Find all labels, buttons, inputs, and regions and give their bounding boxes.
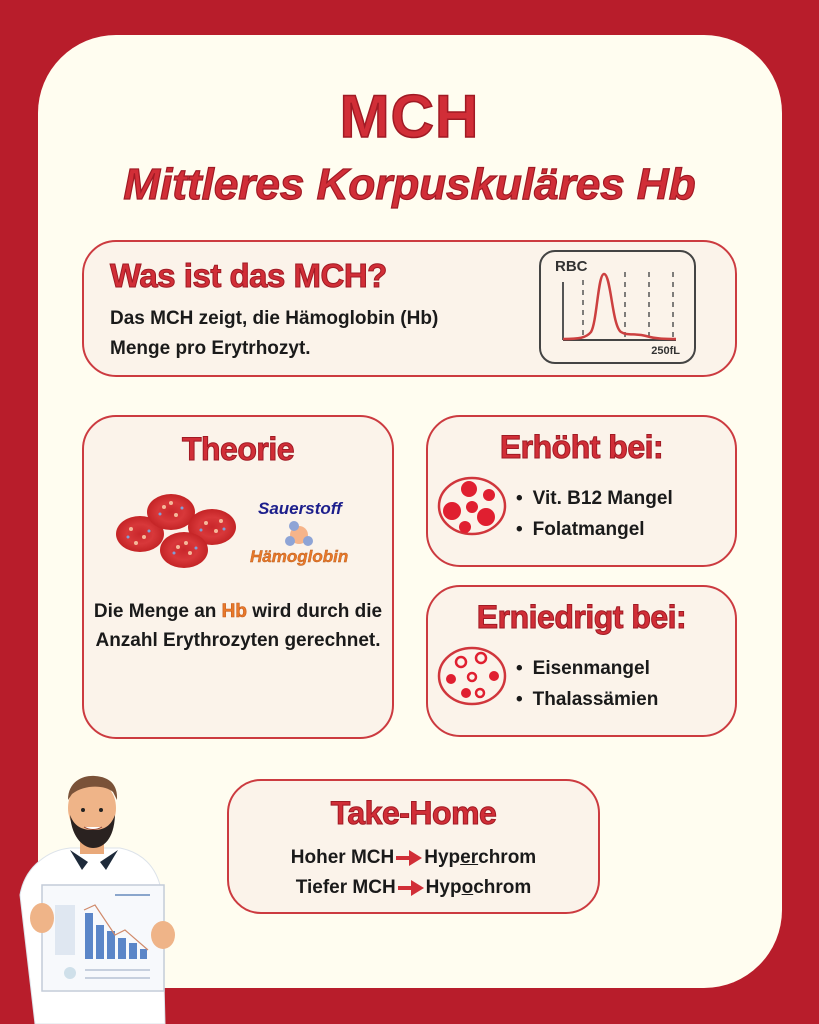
take-home-heading: Take-Home [330, 795, 497, 831]
hb-highlight: Hb [221, 601, 247, 622]
rbc-unit: 250fL [651, 345, 680, 357]
hemoglobin-label: Hämoglobin [250, 547, 349, 566]
theory-card [82, 415, 394, 739]
small-hollow-cells-icon [436, 645, 508, 707]
large-filled-cells-icon [436, 475, 508, 537]
what-is-heading: Was ist das MCH? [110, 257, 387, 294]
rbc-label: RBC [555, 258, 588, 275]
what-is-line-2: Menge pro Erytrhozyt. [110, 338, 311, 359]
molecule-icon [284, 520, 314, 548]
decreased-heading: Erniedrigt bei: [476, 599, 687, 635]
page-subtitle: Mittleres Korpuskuläres Hb [123, 160, 696, 209]
increased-list [516, 483, 673, 545]
decreased-card [426, 585, 737, 737]
what-is-text [110, 304, 530, 364]
list-item: • Vit. B12 Mangel [516, 483, 673, 514]
take-home-line-2: Tiefer MCH Hypochrom [295, 877, 532, 898]
list-item: • Eisenmangel [516, 653, 658, 684]
increased-heading: Erhöht bei: [499, 429, 664, 465]
increased-card [426, 415, 737, 567]
oxygen-label: Sauerstoff [258, 499, 342, 518]
take-home-card [227, 779, 600, 914]
what-is-card [82, 240, 737, 377]
what-is-line-1: Das MCH zeigt, die Hämoglobin (Hb) [110, 308, 439, 329]
arrow-right-icon [396, 850, 422, 866]
theory-heading: Theorie [181, 431, 295, 467]
take-home-line-1: Hoher MCH Hyperchrom [290, 847, 537, 868]
list-item: • Folatmangel [516, 514, 673, 545]
red-blood-cells-icon [116, 487, 246, 572]
doctor-illustration [0, 770, 200, 1024]
theory-text: Die Menge an Hb wird durch die Anzahl Erythrozyten gerechnet. [93, 601, 383, 651]
list-item: • Thalassämien [516, 684, 658, 715]
page-title: MCH [339, 83, 480, 150]
decreased-list [516, 653, 658, 715]
arrow-right-icon [398, 880, 424, 896]
rbc-histogram-icon [539, 250, 696, 364]
